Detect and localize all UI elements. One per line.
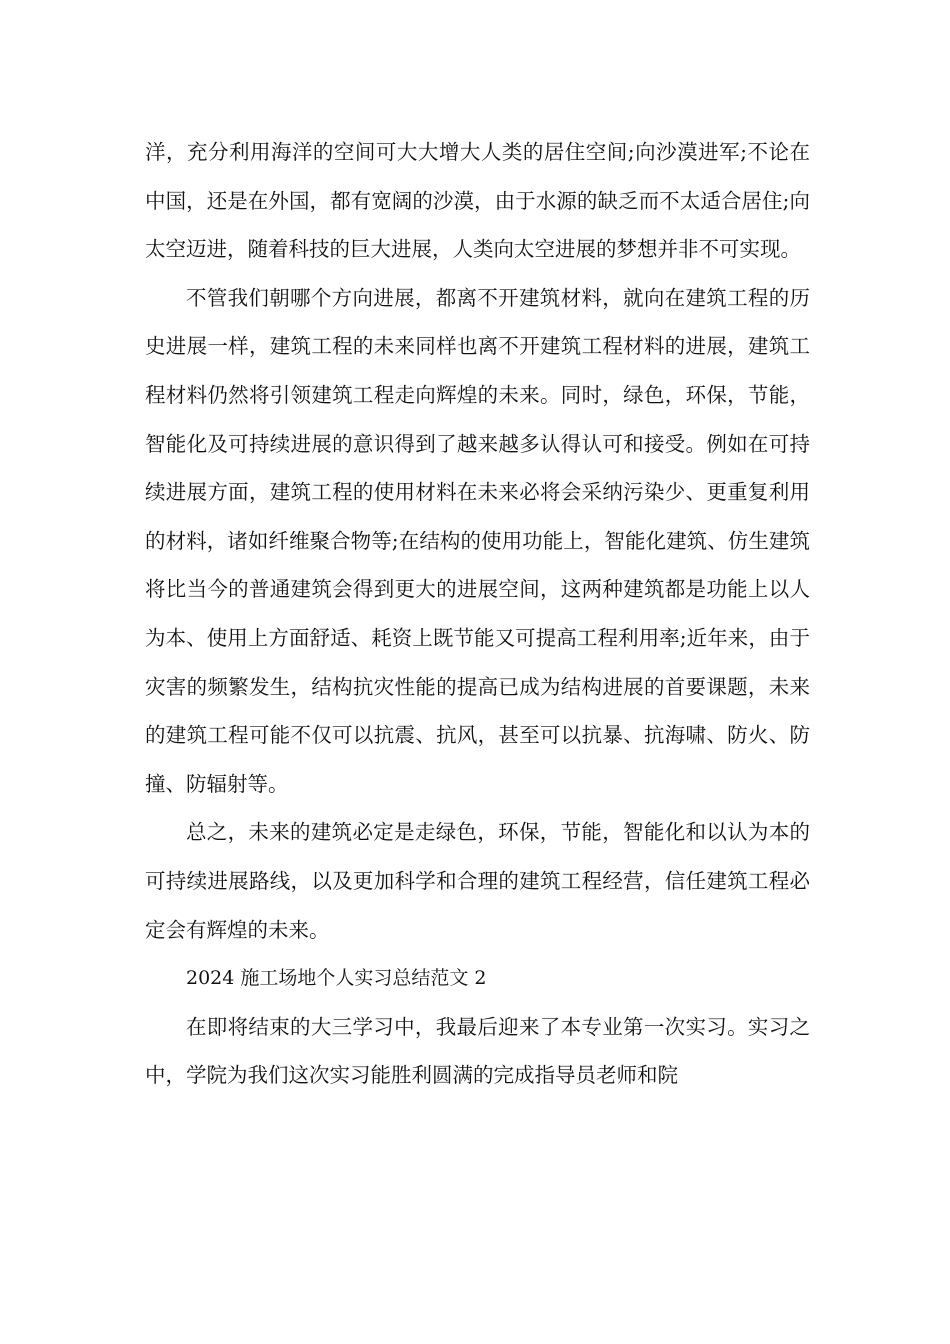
paragraph-internship-intro: 在即将结束的大三学习中，我最后迎来了本专业第一次实习。实习之中，学院为我们这次实习能胜利圆满的完成指导员老师和院 xyxy=(145,1014,810,1088)
document-page xyxy=(145,128,810,1100)
paragraph-building-materials: 不管我们朝哪个方向进展，都离不开建筑材料，就向在建筑工程的历史进展一样，建筑工程的未来同样也离不开建筑工程材料的进展，建筑工程材料仍然将引领建筑工程走向辉煌的未来。同时，绿色，环保，节能，智能化及可持续进展的意识得到了越来越多认得认可和接受。例如在可持续进展方面，建筑工程的使用材料在未来必将会采纳污染少、更重复利用的材料，诸如纤维聚合物等;在结构的使用功能上，智能化建筑、仿生建筑将比当今的普通建筑会得到更大的进展空间，这两种建筑都是功能上以人为本、使用上方面舒适、耗资上既节能又可提高工程利用率;近年来，由于灾害的频繁发生，结构抗灾性能的提高已成为结构进展的首要课题，未来的建筑工程可能不仅可以抗震、抗风，甚至可以抗暴、抗海啸、防火、防撞、防辐射等。 xyxy=(145,285,810,796)
paragraph-conclusion: 总之，未来的建筑必定是走绿色，环保，节能，智能化和以认为本的可持续进展路线，以及更加科学和合理的建筑工程经营，信任建筑工程必定会有辉煌的未来。 xyxy=(145,820,810,942)
paragraph-continuation: 洋，充分利用海洋的空间可大大增大人类的居住空间;向沙漠进军;不论在中国，还是在外国，都有宽阔的沙漠，由于水源的缺乏而不太适合居住;向太空迈进，随着科技的巨大进展，人类向太空进展的梦想并非不可实现。 xyxy=(145,140,810,262)
section-title: 2024 施工场地个人实习总结范文 2 xyxy=(186,967,487,990)
